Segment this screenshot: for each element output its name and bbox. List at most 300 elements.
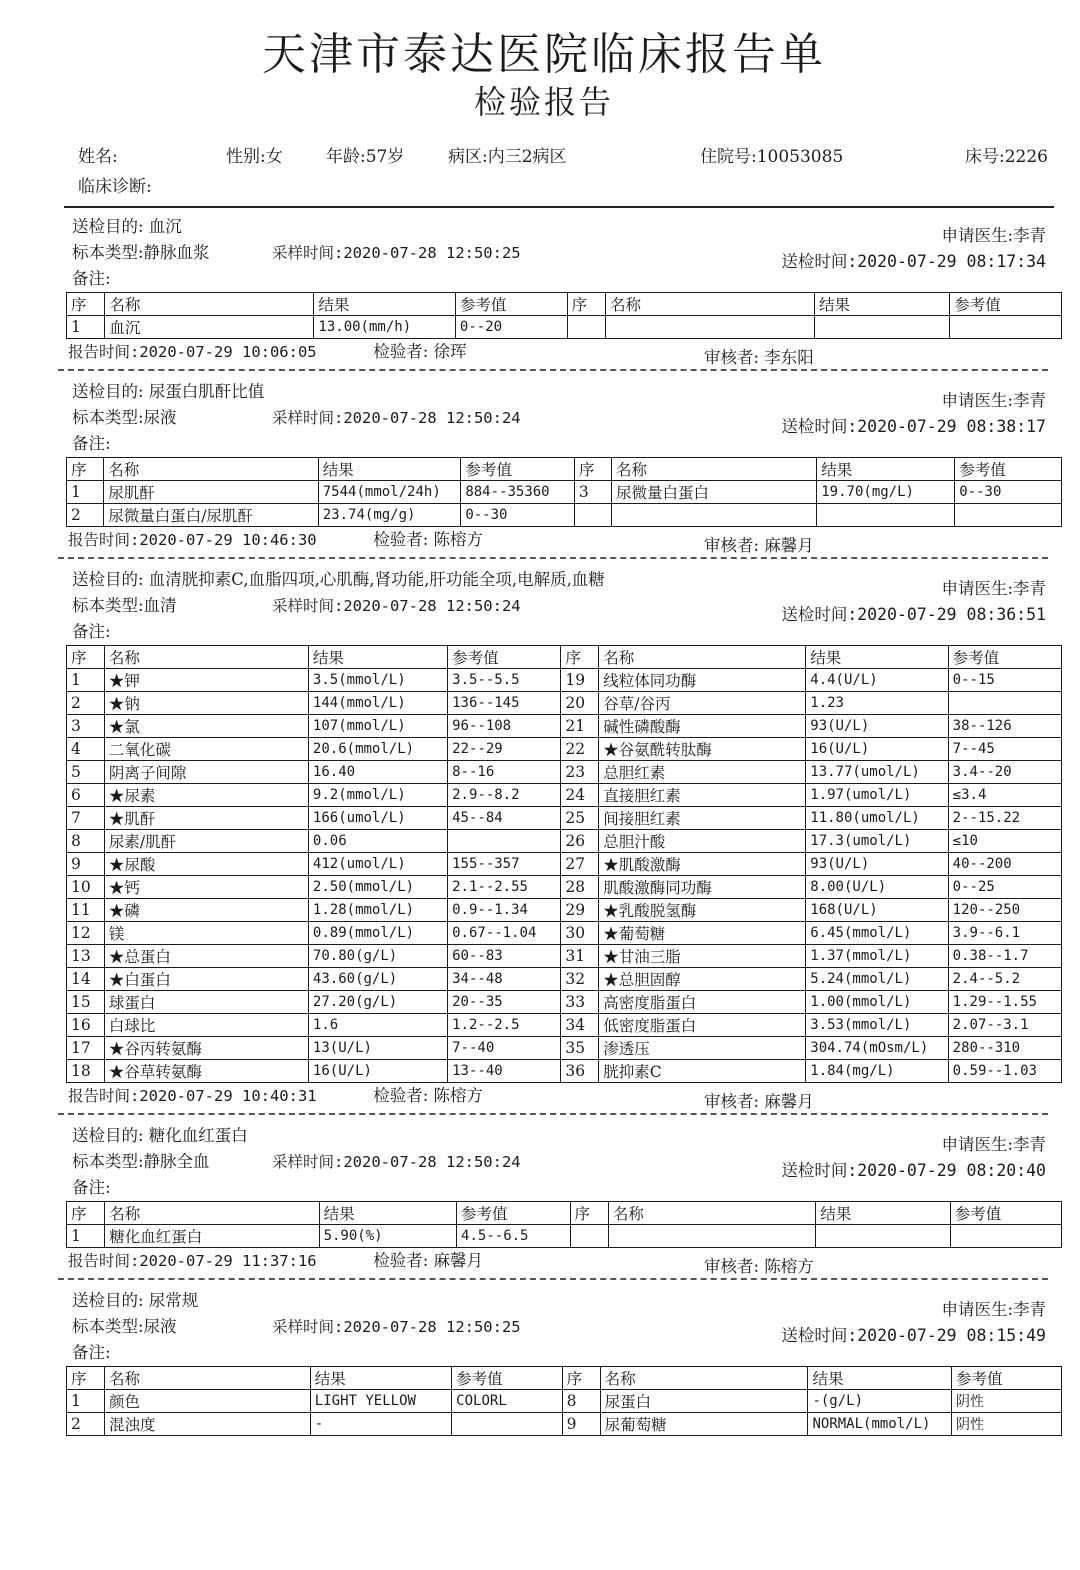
col-name: 名称 <box>105 1202 319 1225</box>
cell-name: 尿微量白蛋白/尿肌酐 <box>104 504 319 527</box>
cell-name: ★钙 <box>104 876 308 899</box>
admission-number: 住院号:10053085 <box>700 147 844 167</box>
cell-ref: 阴性 <box>951 1390 1061 1413</box>
report-time: 报告时间:2020-07-29 11:37:16 <box>68 1252 317 1270</box>
empty-cell <box>816 1225 950 1248</box>
cell-result: 93(U/L) <box>806 853 948 876</box>
cell-ref: ≤3.4 <box>948 784 1061 807</box>
cell-result: 23.74(mg/g) <box>318 504 461 527</box>
cell-name: ★钾 <box>104 669 308 692</box>
table-row <box>67 1037 1062 1060</box>
cell-result: - <box>310 1413 451 1436</box>
cell-ref <box>448 830 561 853</box>
cell-result: 107(mmol/L) <box>308 715 447 738</box>
cell-ref: 60--83 <box>448 945 561 968</box>
cell-seq: 29 <box>561 899 599 922</box>
cell-name: 二氧化碳 <box>104 738 308 761</box>
cell-result: 166(umol/L) <box>308 807 447 830</box>
cell-ref: 13--40 <box>448 1060 561 1083</box>
col-result: 结果 <box>815 293 950 316</box>
tester: 检验者: 陈榕方 <box>373 530 484 549</box>
report-time: 报告时间:2020-07-29 10:40:31 <box>68 1087 317 1105</box>
cell-name: 尿素/肌酐 <box>104 830 308 853</box>
table-row <box>67 761 1062 784</box>
cell-result: 5.24(mmol/L) <box>806 968 948 991</box>
section-header <box>32 567 1056 645</box>
report-title: 天津市泰达医院临床报告单 <box>262 29 826 80</box>
cell-ref: 4.5--6.5 <box>457 1225 570 1248</box>
cell-name: ★谷草转氨酶 <box>104 1060 308 1083</box>
cell-seq: 26 <box>561 830 599 853</box>
col-result: 结果 <box>806 646 948 669</box>
section-divider <box>58 369 1048 371</box>
cell-name: 渗透压 <box>599 1037 806 1060</box>
table-row <box>67 968 1062 991</box>
cell-ref: 1.29--1.55 <box>948 991 1061 1014</box>
cell-name: 球蛋白 <box>104 991 308 1014</box>
cell-result: 20.6(mmol/L) <box>308 738 447 761</box>
cell-result: 4.4(U/L) <box>806 669 948 692</box>
cell-name: 阴离子间隙 <box>104 761 308 784</box>
cell-result: 3.5(mmol/L) <box>308 669 447 692</box>
cell-result: 5.90(%) <box>319 1225 456 1248</box>
test-purpose: 送检目的: 尿蛋白肌酐比值 <box>72 382 265 401</box>
empty-cell <box>950 316 1062 339</box>
col-result: 结果 <box>318 458 461 481</box>
cell-seq: 5 <box>67 761 105 784</box>
col-ref: 参考值 <box>951 1367 1061 1390</box>
cell-result: 6.45(mmol/L) <box>806 922 948 945</box>
cell-name: 尿蛋白 <box>600 1390 808 1413</box>
col-ref: 参考值 <box>948 646 1061 669</box>
section-header <box>32 1123 1056 1201</box>
results-table <box>66 457 1062 527</box>
cell-name: 尿葡萄糖 <box>600 1413 808 1436</box>
cell-name: 间接胆红素 <box>599 807 806 830</box>
test-purpose: 送检目的: 血沉 <box>72 217 182 236</box>
sample-time: 采样时间:2020-07-28 12:50:24 <box>272 1153 521 1171</box>
empty-cell <box>612 504 817 527</box>
cell-seq: 25 <box>561 807 599 830</box>
empty-cell <box>950 1225 1061 1248</box>
cell-result: 16(U/L) <box>308 1060 447 1083</box>
sample-type: 标本类型:血清 <box>72 596 177 615</box>
cell-ref <box>948 692 1061 715</box>
empty-cell <box>815 316 950 339</box>
col-ref: 参考值 <box>461 458 575 481</box>
cell-seq: 31 <box>561 945 599 968</box>
table-header-row <box>67 646 1062 669</box>
cell-name: 白球比 <box>104 1014 308 1037</box>
col-seq: 序 <box>67 458 104 481</box>
report-footer <box>32 339 1056 365</box>
cell-result: 13(U/L) <box>308 1037 447 1060</box>
bed-number: 床号:2226 <box>965 147 1048 167</box>
col-result: 结果 <box>319 1202 456 1225</box>
table-row <box>67 1390 1062 1413</box>
results-table <box>66 645 1062 1083</box>
cell-ref: 280--310 <box>948 1037 1061 1060</box>
table-row <box>67 830 1062 853</box>
cell-ref: 40--200 <box>948 853 1061 876</box>
col-ref: 参考值 <box>950 1202 1061 1225</box>
cell-result: 1.97(umol/L) <box>806 784 948 807</box>
remarks: 备注: <box>72 622 111 641</box>
sample-time: 采样时间:2020-07-28 12:50:24 <box>272 409 521 427</box>
cell-ref: 0.9--1.34 <box>448 899 561 922</box>
cell-name: 低密度脂蛋白 <box>599 1014 806 1037</box>
empty-cell <box>817 504 955 527</box>
col-seq: 序 <box>67 293 105 316</box>
report-footer <box>32 1083 1056 1109</box>
auditor: 审核者: 麻馨月 <box>704 1092 814 1111</box>
cell-name: ★尿素 <box>104 784 308 807</box>
cell-ref: 20--35 <box>448 991 561 1014</box>
cell-ref: 0--25 <box>948 876 1061 899</box>
cell-seq: 7 <box>67 807 105 830</box>
cell-seq: 22 <box>561 738 599 761</box>
sent-time: 送检时间:2020-07-29 08:36:51 <box>781 605 1046 624</box>
table-row <box>67 991 1062 1014</box>
report-time: 报告时间:2020-07-29 10:46:30 <box>68 531 317 549</box>
cell-seq: 28 <box>561 876 599 899</box>
cell-result: 0.89(mmol/L) <box>308 922 447 945</box>
cell-seq: 1 <box>67 669 105 692</box>
cell-result: 16(U/L) <box>806 738 948 761</box>
col-name: 名称 <box>105 1367 311 1390</box>
cell-result: 412(umol/L) <box>308 853 447 876</box>
section-divider <box>58 1278 1048 1280</box>
cell-seq: 33 <box>561 991 599 1014</box>
tester: 检验者: 麻馨月 <box>373 1251 484 1270</box>
table-row <box>67 807 1062 830</box>
cell-name: 谷草/谷丙 <box>599 692 806 715</box>
table-row <box>67 1413 1062 1436</box>
col-seq: 序 <box>561 646 599 669</box>
remarks: 备注: <box>72 434 111 453</box>
cell-ref: 884--35360 <box>461 481 575 504</box>
empty-cell <box>570 1225 608 1248</box>
cell-name: ★肌酸激酶 <box>599 853 806 876</box>
sample-time: 采样时间:2020-07-28 12:50:24 <box>272 597 521 615</box>
remarks: 备注: <box>72 1343 111 1362</box>
tester: 检验者: 陈榕方 <box>373 1086 484 1105</box>
report-subtitle: 检验报告 <box>473 83 614 121</box>
cell-name: ★葡萄糖 <box>599 922 806 945</box>
tester: 检验者: 徐珲 <box>373 342 467 361</box>
requesting-doctor: 申请医生:李青 <box>941 391 1046 410</box>
cell-name: 镁 <box>104 922 308 945</box>
sent-time: 送检时间:2020-07-29 08:15:49 <box>781 1326 1046 1345</box>
cell-name: 高密度脂蛋白 <box>599 991 806 1014</box>
col-result: 结果 <box>314 293 456 316</box>
cell-ref: COLORL <box>452 1390 562 1413</box>
cell-name: 碱性磷酸酶 <box>599 715 806 738</box>
cell-ref: 8--16 <box>448 761 561 784</box>
cell-result: 1.84(mg/L) <box>806 1060 948 1083</box>
table-row <box>67 481 1062 504</box>
cell-name: ★乳酸脱氢酶 <box>599 899 806 922</box>
sample-time: 采样时间:2020-07-28 12:50:25 <box>272 1318 521 1336</box>
cell-name: 尿微量白蛋白 <box>612 481 817 504</box>
patient-name-label: 姓名: <box>78 147 118 167</box>
cell-seq: 2 <box>67 504 104 527</box>
col-result: 结果 <box>310 1367 451 1390</box>
cell-ref: 2.07--3.1 <box>948 1014 1061 1037</box>
report-time: 报告时间:2020-07-29 10:06:05 <box>68 343 317 361</box>
cell-seq: 27 <box>561 853 599 876</box>
table-row <box>67 922 1062 945</box>
cell-name: ★磷 <box>104 899 308 922</box>
test-purpose: 送检目的: 尿常规 <box>72 1291 199 1310</box>
cell-seq: 18 <box>67 1060 105 1083</box>
col-name: 名称 <box>606 293 815 316</box>
patient-ward: 病区:内三2病区 <box>448 147 567 167</box>
cell-name: ★总蛋白 <box>104 945 308 968</box>
col-result: 结果 <box>308 646 447 669</box>
cell-ref: 0--30 <box>955 481 1062 504</box>
cell-seq: 35 <box>561 1037 599 1060</box>
col-ref: 参考值 <box>452 1367 562 1390</box>
cell-ref: 3.4--20 <box>948 761 1061 784</box>
cell-ref: 0--20 <box>455 316 567 339</box>
cell-seq: 1 <box>67 1390 105 1413</box>
report-sections <box>32 214 1056 1436</box>
cell-ref: ≤10 <box>948 830 1061 853</box>
cell-seq: 13 <box>67 945 105 968</box>
table-row <box>67 738 1062 761</box>
col-result: 结果 <box>816 1202 950 1225</box>
cell-result: 1.00(mmol/L) <box>806 991 948 1014</box>
cell-result: 1.37(mmol/L) <box>806 945 948 968</box>
cell-seq: 9 <box>562 1413 600 1436</box>
patient-age: 年龄:57岁 <box>326 147 405 167</box>
remarks: 备注: <box>72 269 111 288</box>
cell-name: ★谷丙转氨酶 <box>104 1037 308 1060</box>
patient-info <box>32 142 1056 172</box>
cell-ref: 2--15.22 <box>948 807 1061 830</box>
cell-result: 2.50(mmol/L) <box>308 876 447 899</box>
col-seq: 序 <box>567 293 605 316</box>
cell-seq: 3 <box>67 715 105 738</box>
col-seq: 序 <box>67 1202 105 1225</box>
col-name: 名称 <box>104 458 319 481</box>
col-name: 名称 <box>600 1367 808 1390</box>
col-name: 名称 <box>612 458 817 481</box>
cell-ref: 0.38--1.7 <box>948 945 1061 968</box>
cell-seq: 2 <box>67 692 105 715</box>
requesting-doctor: 申请医生:李青 <box>941 1135 1046 1154</box>
col-ref: 参考值 <box>950 293 1062 316</box>
cell-ref: 0.67--1.04 <box>448 922 561 945</box>
cell-name: 混浊度 <box>105 1413 311 1436</box>
cell-ref: 3.9--6.1 <box>948 922 1061 945</box>
cell-seq: 20 <box>561 692 599 715</box>
col-name: 名称 <box>599 646 806 669</box>
cell-ref: 22--29 <box>448 738 561 761</box>
col-seq: 序 <box>67 646 105 669</box>
cell-seq: 6 <box>67 784 105 807</box>
cell-result: LIGHT YELLOW <box>310 1390 451 1413</box>
cell-ref: 38--126 <box>948 715 1061 738</box>
cell-ref: 7--45 <box>948 738 1061 761</box>
cell-seq: 15 <box>67 991 105 1014</box>
table-row <box>67 1060 1062 1083</box>
cell-result: 13.77(umol/L) <box>806 761 948 784</box>
cell-name: ★肌酐 <box>104 807 308 830</box>
cell-name: ★总胆固醇 <box>599 968 806 991</box>
cell-ref: 45--84 <box>448 807 561 830</box>
cell-seq: 30 <box>561 922 599 945</box>
table-header-row <box>67 293 1062 316</box>
col-ref: 参考值 <box>448 646 561 669</box>
cell-ref: 2.4--5.2 <box>948 968 1061 991</box>
cell-seq: 1 <box>67 1225 105 1248</box>
cell-result: 7544(mmol/24h) <box>318 481 461 504</box>
requesting-doctor: 申请医生:李青 <box>941 1300 1046 1319</box>
col-result: 结果 <box>808 1367 952 1390</box>
cell-ref: 155--357 <box>448 853 561 876</box>
cell-seq: 8 <box>67 830 105 853</box>
clinical-diagnosis: 临床诊断: <box>78 177 152 197</box>
cell-name: ★谷氨酰转肽酶 <box>599 738 806 761</box>
cell-seq: 32 <box>561 968 599 991</box>
cell-name: 总胆红素 <box>599 761 806 784</box>
cell-result: 43.60(g/L) <box>308 968 447 991</box>
empty-cell <box>955 504 1062 527</box>
cell-name: 糖化血红蛋白 <box>105 1225 319 1248</box>
cell-result: 8.00(U/L) <box>806 876 948 899</box>
col-result: 结果 <box>817 458 955 481</box>
cell-seq: 12 <box>67 922 105 945</box>
cell-seq: 9 <box>67 853 105 876</box>
cell-name: ★钠 <box>104 692 308 715</box>
col-seq: 序 <box>574 458 611 481</box>
cell-result: 17.3(umol/L) <box>806 830 948 853</box>
col-ref: 参考值 <box>455 293 567 316</box>
cell-ref: 2.9--8.2 <box>448 784 561 807</box>
auditor: 审核者: 麻馨月 <box>704 536 814 555</box>
table-row <box>67 945 1062 968</box>
sent-time: 送检时间:2020-07-29 08:17:34 <box>781 252 1046 271</box>
cell-seq: 4 <box>67 738 105 761</box>
cell-result: NORMAL(mmol/L) <box>808 1413 952 1436</box>
cell-seq: 2 <box>67 1413 105 1436</box>
cell-ref: 1.2--2.5 <box>448 1014 561 1037</box>
cell-result: 3.53(mmol/L) <box>806 1014 948 1037</box>
col-seq: 序 <box>67 1367 105 1390</box>
cell-name: 血沉 <box>105 316 314 339</box>
sample-type: 标本类型:静脉血浆 <box>72 243 210 262</box>
section-header <box>32 1288 1056 1366</box>
sent-time: 送检时间:2020-07-29 08:38:17 <box>781 417 1046 436</box>
cell-name: ★白蛋白 <box>104 968 308 991</box>
cell-result: 19.70(mg/L) <box>817 481 955 504</box>
requesting-doctor: 申请医生:李青 <box>941 226 1046 245</box>
col-seq: 序 <box>570 1202 608 1225</box>
sent-time: 送检时间:2020-07-29 08:20:40 <box>781 1161 1046 1180</box>
table-row <box>67 715 1062 738</box>
cell-name: 尿肌酐 <box>104 481 319 504</box>
empty-cell <box>567 316 605 339</box>
report-footer <box>32 527 1056 553</box>
cell-result: 93(U/L) <box>806 715 948 738</box>
table-row <box>67 784 1062 807</box>
cell-name: 直接胆红素 <box>599 784 806 807</box>
sample-type: 标本类型:尿液 <box>72 408 177 427</box>
cell-ref: 0.59--1.03 <box>948 1060 1061 1083</box>
empty-cell <box>574 504 611 527</box>
table-header-row <box>67 458 1062 481</box>
table-header-row <box>67 1367 1062 1390</box>
cell-result: 144(mmol/L) <box>308 692 447 715</box>
sample-time: 采样时间:2020-07-28 12:50:25 <box>272 244 521 262</box>
cell-ref: 34--48 <box>448 968 561 991</box>
cell-name: 胱抑素C <box>599 1060 806 1083</box>
cell-ref: 阴性 <box>951 1413 1061 1436</box>
table-row <box>67 504 1062 527</box>
col-name: 名称 <box>608 1202 816 1225</box>
cell-ref: 0--15 <box>948 669 1061 692</box>
cell-result: 70.80(g/L) <box>308 945 447 968</box>
cell-ref: 2.1--2.55 <box>448 876 561 899</box>
col-name: 名称 <box>104 646 308 669</box>
cell-seq: 24 <box>561 784 599 807</box>
table-header-row <box>67 1202 1062 1225</box>
cell-name: ★尿酸 <box>104 853 308 876</box>
table-row <box>67 692 1062 715</box>
cell-name: 线粒体同功酶 <box>599 669 806 692</box>
cell-seq: 21 <box>561 715 599 738</box>
remarks: 备注: <box>72 1178 111 1197</box>
report-footer <box>32 1248 1056 1274</box>
test-purpose: 送检目的: 糖化血红蛋白 <box>72 1126 248 1145</box>
table-row <box>67 1014 1062 1037</box>
col-seq: 序 <box>562 1367 600 1390</box>
cell-result: 168(U/L) <box>806 899 948 922</box>
cell-result: 27.20(g/L) <box>308 991 447 1014</box>
cell-result: 0.06 <box>308 830 447 853</box>
cell-name: 肌酸激酶同功酶 <box>599 876 806 899</box>
table-row <box>67 669 1062 692</box>
test-purpose: 送检目的: 血清胱抑素C,血脂四项,心肌酶,肾功能,肝功能全项,电解质,血糖 <box>72 570 605 589</box>
col-ref: 参考值 <box>955 458 1062 481</box>
cell-result: 1.6 <box>308 1014 447 1037</box>
cell-seq: 1 <box>67 481 104 504</box>
cell-seq: 34 <box>561 1014 599 1037</box>
header-divider <box>64 206 1054 208</box>
cell-ref: 0--30 <box>461 504 575 527</box>
cell-seq: 14 <box>67 968 105 991</box>
auditor: 审核者: 陈榕方 <box>704 1257 814 1276</box>
cell-result: 11.80(umol/L) <box>806 807 948 830</box>
cell-seq: 11 <box>67 899 105 922</box>
cell-ref: 7--40 <box>448 1037 561 1060</box>
results-table <box>66 1201 1062 1248</box>
cell-name: 总胆汁酸 <box>599 830 806 853</box>
cell-ref: 96--108 <box>448 715 561 738</box>
cell-seq: 3 <box>574 481 611 504</box>
table-row <box>67 876 1062 899</box>
patient-sex: 性别:女 <box>226 147 283 167</box>
table-row <box>67 899 1062 922</box>
cell-result: 304.74(mOsm/L) <box>806 1037 948 1060</box>
empty-cell <box>606 316 815 339</box>
cell-seq: 1 <box>67 316 105 339</box>
cell-ref: 136--145 <box>448 692 561 715</box>
cell-seq: 10 <box>67 876 105 899</box>
cell-seq: 19 <box>561 669 599 692</box>
